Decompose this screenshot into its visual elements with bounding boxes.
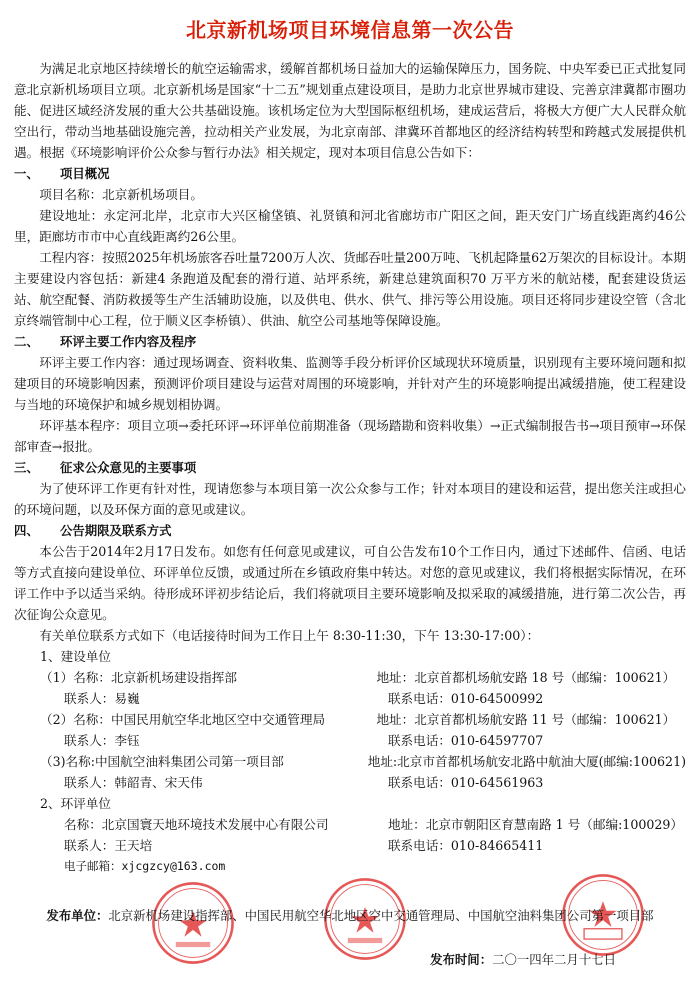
announcement-period-text: 本公告于2014年2月17日发布。如您有任何意见或建议，可自公告发布10个工作日内，通过下述邮件、信函、电话等方式直接向建设单位、环评单位反馈，或通过所在乡镇政府集中转达。对您的意见或建议，我们将根据实际情况，在环评工作中予以适当采纳。待形成环评初步结论后，我们将就项目主要环境影响及拟采取的减缓措施，进行第二次公告，再次征询公众意见。 (14, 544, 686, 622)
builder-heading: 1、建设单位 (40, 649, 111, 664)
section-4-heading (14, 520, 686, 541)
builder-person: 联系人：易巍 (64, 691, 140, 706)
section-title: 公告期限及联系方式 (60, 523, 172, 538)
eia-unit-heading: 2、环评单位 (40, 796, 111, 811)
builder-phone: 联系电话：010-64597707 (387, 733, 544, 748)
section-number: 一、 (14, 166, 39, 181)
builder-name: （1）名称：北京新机场建设指挥部 (40, 670, 237, 685)
document-body (14, 58, 686, 877)
builder-name: （2）名称：中国民用航空华北地区空中交通管理局 (40, 712, 326, 727)
builder-phone: 联系电话：010-64561963 (387, 775, 544, 790)
intro-paragraph: 为满足北京地区持续增长的航空运输需求，缓解首都机场日益加大的运输保障压力，国务院、中央军委已正式批复同意北京新机场项目立项。北京新机场是国家“十二五”规划重点建设项目，是助力北京世界城市建设、完善京津冀都市圈功能、促进区域经济发展的重大公共基础设施。该机场定位为大型国际枢纽机场，建成运营后，将极大方便广大人民群众航空出行，带动当地基础设施完善，拉动相关产业发展，为北京南部、津冀环首都地区的经济结构转型和跨越式发展提供机遇。根据《环境影响评价公众参与暂行办法》相关规定，现对本项目信息公告如下： (14, 61, 686, 160)
section-number: 三、 (14, 460, 39, 475)
builder-address: 地址：北京首都机场航安路 11 号（邮编：100621） (376, 712, 676, 727)
public-opinion-text: 为了使环评工作更有针对性，现请您参与本项目第一次公众参与工作；针对本项目的建设和运营，提出您关注或担心的环境问题，以及环保方面的意见或建议。 (14, 481, 686, 517)
builder-address: 地址：北京首都机场航安路 18 号（邮编：100621） (376, 670, 676, 685)
project-content: 工程内容：按照2025年机场旅客吞吐量7200万人次、货邮吞吐量200万吨、飞机起降量62万架次的目标设计。本期主要建设内容包括：新建4 条跑道及配套的滑行道、站坪系统，新建总建筑面积70 万平方米的航站楼，配套建设货运站、航空配餐、消防救援等生产生活辅助设施，以及供电、供水、供气、排污等公用设施。项目还将同步建设空管（含北京终端管制中心工程，位于顺义区李桥镇）、供油、航空公司基地等保障设施。 (14, 250, 686, 328)
publisher-line (0, 906, 700, 924)
section-number: 四、 (14, 523, 39, 538)
date-label: 发布时间： (430, 952, 493, 967)
publish-date-line (430, 950, 616, 968)
eia-unit-person: 联系人：王天培 (64, 838, 153, 853)
eia-unit-name: 名称：北京国寰天地环境技术发展中心有限公司 (64, 817, 329, 832)
eia-unit-contact (14, 814, 686, 877)
section-title: 项目概况 (60, 166, 110, 181)
eia-unit-phone: 联系电话：010-84665411 (387, 838, 544, 853)
eia-work-content: 环评主要工作内容：通过现场调查、资料收集、监测等手段分析评价区域现状环境质量，识别现有主要环境问题和拟建项目的环境影响因素，预测评价项目建设与运营对周围的环境影响，并针对产生的环境影响提出减缓措施，使工程建设与当地的环境保护和城乡规划相协调。 (14, 355, 686, 412)
builder-name: （3)名称:中国航空油料集团公司第一项目部 (40, 754, 284, 769)
project-name: 项目名称：北京新机场项目。 (39, 187, 203, 202)
builder-contact-2 (14, 709, 686, 751)
builder-phone: 联系电话：010-64500992 (387, 691, 544, 706)
publisher-names: 北京新机场建设指挥部、中国民用航空华北地区空中交通管理局、中国航空油料集团公司第一项目部 (108, 908, 654, 923)
builder-person: 联系人：李钰 (64, 733, 140, 748)
eia-procedure: 环评基本程序：项目立项→委托环评→环评单位前期准备（现场踏勘和资料收集）→正式编制报告书→项目预审→环保部审查→报批。 (14, 418, 686, 454)
section-2-heading (14, 331, 686, 352)
section-3-heading (14, 457, 686, 478)
project-site: 建设地址：永定河北岸，北京市大兴区榆垡镇、礼贤镇和河北省廊坊市广阳区之间，距天安门广场直线距离约46公里，距廊坊市市中心直线距离约26公里。 (14, 208, 686, 244)
publish-date: 二〇一四年二月十七日 (492, 952, 616, 967)
builder-address: 地址:北京市首都机场航安北路中航油大厦(邮编:100621) (367, 754, 686, 769)
eia-unit-email[interactable]: 电子邮箱：xjcgzcy@163.com (64, 859, 226, 873)
builder-contact-3 (14, 751, 686, 793)
document-title: 北京新机场项目环境信息第一次公告 (186, 18, 514, 42)
section-title: 环评主要工作内容及程序 (60, 334, 197, 349)
builder-contact-1 (14, 667, 686, 709)
section-title: 征求公众意见的主要事项 (60, 460, 197, 475)
contact-intro: 有关单位联系方式如下（电话接待时间为工作日上午 8:30-11:30，下午 13:30-17:00）： (39, 628, 540, 643)
section-number: 二、 (14, 334, 39, 349)
eia-unit-address: 地址：北京市朝阳区育慧南路 1 号（邮编:100029） (387, 817, 683, 832)
publisher-label: 发布单位： (46, 908, 109, 923)
builder-person: 联系人：韩韶青、宋天伟 (64, 775, 203, 790)
section-1-heading (14, 163, 686, 184)
